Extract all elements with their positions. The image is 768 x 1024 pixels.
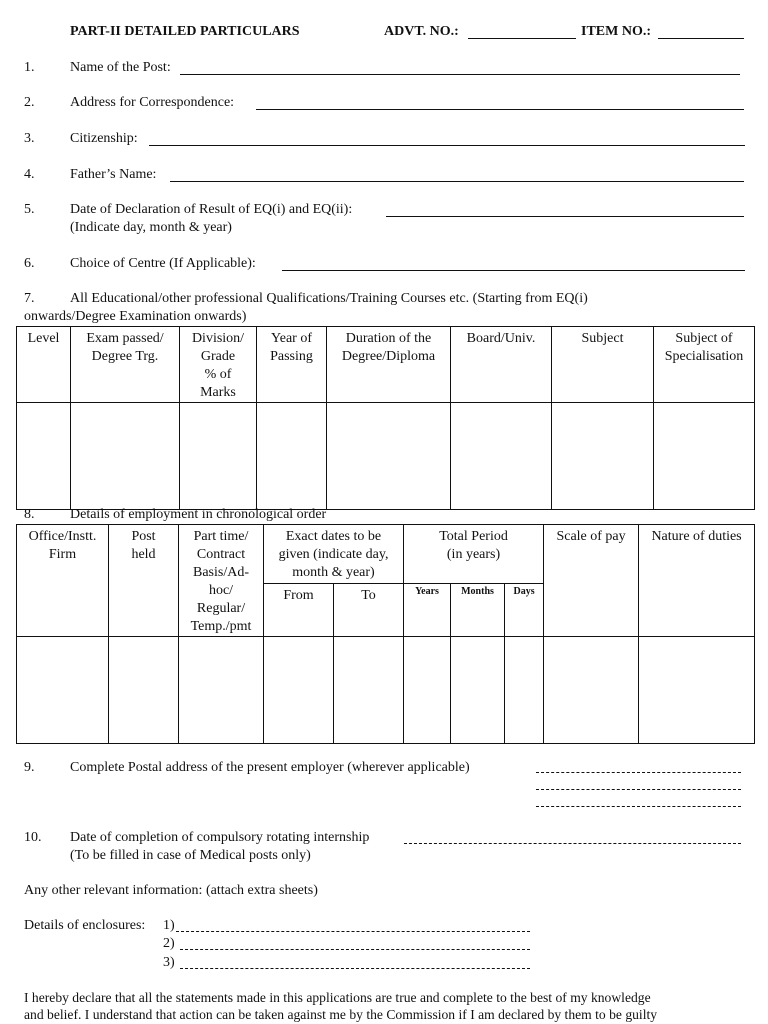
citizenship-field[interactable] [149, 145, 745, 146]
employer-address-field[interactable] [536, 772, 741, 773]
declaration-text: and belief. I understand that action can be taken against me by the Commission if I am declared by them to be guilty [24, 1007, 658, 1022]
address-field[interactable] [256, 109, 744, 110]
citizenship-label: Citizenship: [70, 131, 138, 146]
address-label: Address for Correspondence: [70, 95, 235, 110]
post-name-label: Name of the Post: [70, 60, 171, 75]
form-title: PART-II DETAILED PARTICULARS [70, 24, 300, 39]
enclosure-field[interactable] [180, 949, 530, 950]
item-number: 6. [24, 256, 35, 271]
qualifications-heading-cont: onwards/Degree Examination onwards) [24, 309, 247, 324]
col-days: Days [505, 583, 544, 636]
internship-note: (To be filled in case of Medical posts only) [70, 848, 311, 863]
enclosure-field[interactable] [176, 931, 530, 932]
internship-date-label: Date of completion of compulsory rotating internship [70, 830, 370, 845]
fathers-name-field[interactable] [170, 181, 744, 182]
item-number: 4. [24, 167, 35, 182]
other-info-label: Any other relevant information: (attach extra sheets) [24, 883, 318, 898]
table-cell[interactable] [180, 403, 257, 510]
employment-heading: Details of employment in chronological order [70, 507, 327, 522]
col-from: From [264, 583, 334, 636]
col-level: Level [17, 327, 71, 403]
col-specialisation: Subject of Specialisation [654, 327, 755, 403]
col-years: Years [404, 583, 451, 636]
table-cell[interactable] [544, 637, 639, 744]
fathers-name-label: Father’s Name: [70, 167, 157, 182]
col-total-period: Total Period (in years) [404, 525, 544, 584]
qualifications-heading: All Educational/other professional Qualifications/Training Courses etc. (Starting from EQ(i) [70, 291, 588, 306]
enclosure-field[interactable] [180, 968, 530, 969]
advt-no-label: ADVT. NO.: [384, 24, 459, 39]
col-year-of-passing: Year of Passing [257, 327, 327, 403]
post-name-field[interactable] [180, 74, 740, 75]
table-cell[interactable] [17, 403, 71, 510]
centre-choice-field[interactable] [282, 270, 745, 271]
col-scale-of-pay: Scale of pay [544, 525, 639, 637]
item-no-label: ITEM NO.: [581, 24, 651, 39]
table-cell[interactable] [552, 403, 654, 510]
table-cell[interactable] [179, 637, 264, 744]
table-cell[interactable] [505, 637, 544, 744]
item-number: 10. [24, 830, 42, 845]
enclosure-number: 3) [163, 955, 175, 970]
table-row [17, 637, 755, 744]
col-exact-dates: Exact dates to be given (indicate day, month & year) [264, 525, 404, 584]
employer-address-label: Complete Postal address of the present employer (wherever applicable) [70, 760, 470, 775]
col-office: Office/Instt. Firm [17, 525, 109, 637]
col-post-held: Post held [109, 525, 179, 637]
item-number: 5. [24, 202, 35, 217]
internship-date-field[interactable] [404, 843, 741, 844]
table-cell[interactable] [264, 637, 334, 744]
enclosures-label: Details of enclosures: [24, 918, 146, 933]
item-number: 3. [24, 131, 35, 146]
col-exam-passed: Exam passed/ Degree Trg. [71, 327, 180, 403]
item-number: 8. [24, 507, 35, 522]
table-cell[interactable] [451, 403, 552, 510]
item-no-field[interactable] [658, 38, 744, 39]
item-number: 1. [24, 60, 35, 75]
col-months: Months [451, 583, 505, 636]
table-cell[interactable] [257, 403, 327, 510]
enclosure-number: 1) [163, 918, 175, 933]
table-cell[interactable] [639, 637, 755, 744]
table-cell[interactable] [71, 403, 180, 510]
col-board-univ: Board/Univ. [451, 327, 552, 403]
table-cell[interactable] [109, 637, 179, 744]
col-subject: Subject [552, 327, 654, 403]
employer-address-field[interactable] [536, 806, 741, 807]
advt-no-field[interactable] [468, 38, 576, 39]
employer-address-field[interactable] [536, 789, 741, 790]
table-cell[interactable] [451, 637, 505, 744]
col-to: To [334, 583, 404, 636]
table-cell[interactable] [404, 637, 451, 744]
centre-choice-label: Choice of Centre (If Applicable): [70, 256, 256, 271]
result-date-label: Date of Declaration of Result of EQ(i) and EQ(ii): [70, 202, 353, 217]
table-cell[interactable] [327, 403, 451, 510]
table-cell[interactable] [654, 403, 755, 510]
col-duration: Duration of the Degree/Diploma [327, 327, 451, 403]
table-row [17, 403, 755, 510]
result-date-field[interactable] [386, 216, 744, 217]
result-date-note: (Indicate day, month & year) [70, 220, 232, 235]
table-cell[interactable] [334, 637, 404, 744]
col-nature-of-duties: Nature of duties [639, 525, 755, 637]
item-number: 7. [24, 291, 35, 306]
declaration-text: I hereby declare that all the statements made in this applications are true and complete to the best of my knowledge [24, 990, 651, 1005]
item-number: 2. [24, 95, 35, 110]
col-part-time: Part time/ Contract Basis/Ad- hoc/ Regular/ Temp./pmt [179, 525, 264, 637]
table-cell[interactable] [17, 637, 109, 744]
item-number: 9. [24, 760, 35, 775]
enclosure-number: 2) [163, 936, 175, 951]
qualifications-table [16, 326, 755, 510]
employment-table [16, 524, 755, 744]
col-division: Division/ Grade % of Marks [180, 327, 257, 403]
